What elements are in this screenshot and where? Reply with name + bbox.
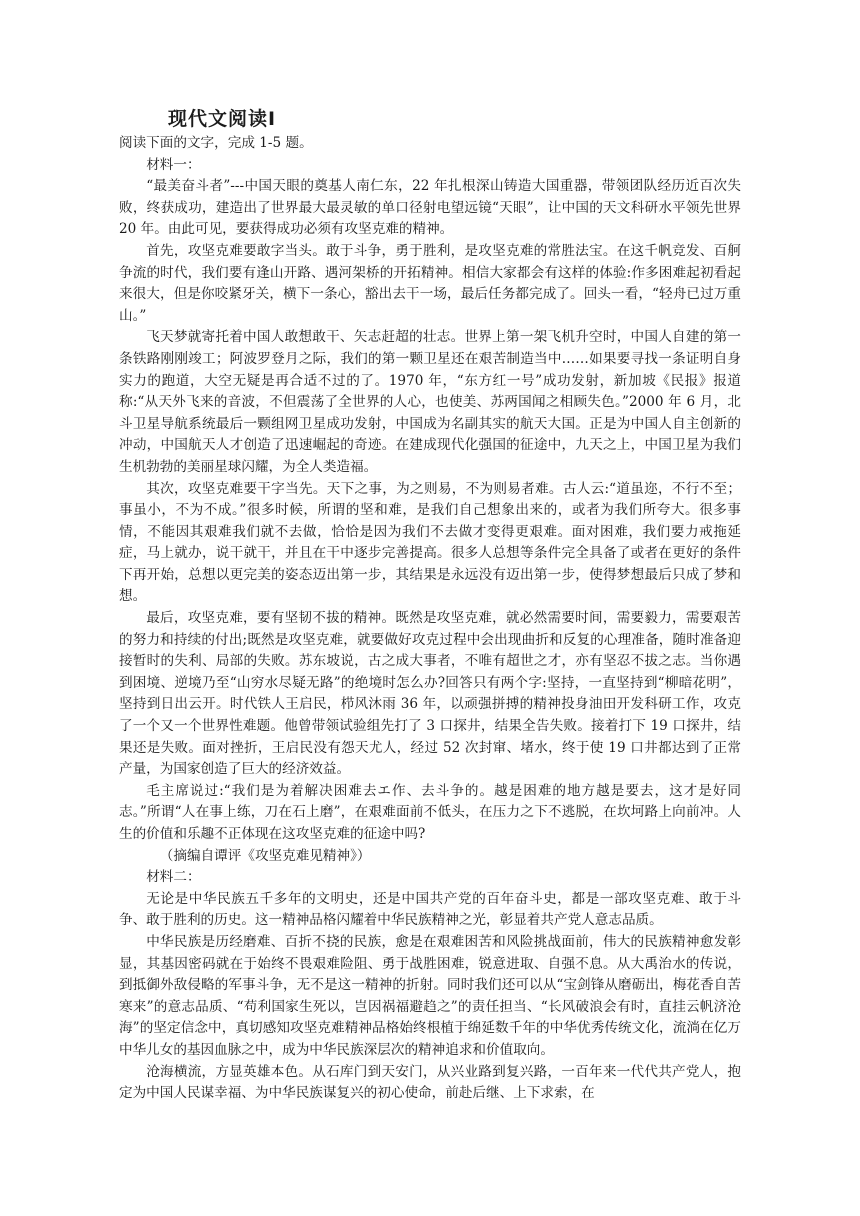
material-1-source: （摘编自谭评《攻坚克难见精神》） — [159, 847, 371, 864]
page-title: 现代文阅读Ⅰ — [168, 108, 277, 130]
material-1-paragraph-4: 其次，攻坚克难要干字当先。天下之事，为之则易，不为则易者难。古人云:“道虽迩，不行不至；事虽小，不为不成。”很多时候，所谓的坚和难，是我们自己想象出来的，或者为我们所夸大。很多事情，不能因其艰难我们就不去做，恰恰是因为我们不去做才变得更艰难。面对困难，我们要力戒拖延症，马上就办，说干就干，并且在干中逐步完善提高。很多人总想等条件完全具备了或者在更好的条件下再开始，总想以更完美的姿态迈出第一步，其结果是永远没有迈出第一步，使得梦想最后只成了梦和想。 — [119, 480, 741, 605]
material-1-label: 材料一： — [146, 156, 201, 173]
material-1-paragraph-3: 飞天梦就寄托着中国人敢想敢干、矢志赶超的壮志。世界上第一架飞机升空时，中国人自建的第一条铁路刚刚竣工；阿波罗登月之际，我们的第一颗卫星还在艰苦制造当中……如果要寻找一条证明自身实力的跑道，大空无疑是再合适不过的了。1970 年，“东方红一号”成功发射，新加坡《民报》报道称:“从天外飞来的音波，不但震荡了全世界的人心，也使美、苏两国闻之相顾失色。”2000 年 6 月，北斗卫星导航系统最后一颗组网卫星成功发射，中国成为名副其实的航天大国。正是为中国人自主创新的冲动，中国航天人才创造了迅速崛起的奇迹。在建成现代化强国的征途中，九天之上，中国卫星为我们生机勃勃的美丽星球闪耀，为全人类造福。 — [119, 329, 741, 475]
article-body — [119, 133, 741, 1105]
material-1-paragraph-2: 首先，攻坚克难要敢字当头。敢于斗争，勇于胜利，是攻坚克难的常胜法宝。在这千帆竞发、百舸争流的时代，我们要有逢山开路、遇河架桥的开拓精神。相信大家都会有这样的体验:作多困难起初看起来很大，但是你咬紧牙关，横下一条心，豁出去干一场，最后任务都完成了。回头一看，“轻舟已过万重山。” — [119, 242, 741, 324]
instruction-text: 阅读下面的文字，完成 1-5 题。 — [119, 135, 313, 151]
material-2-label: 材料二： — [146, 869, 201, 886]
material-1-paragraph-1: “最美奋斗者”---中国天眼的奠基人南仁东，22 年扎根深山铸造大国重器，带领团队经历近百次失败，终获成功，建造出了世界最大最灵敏的单口径射电望远镜“天眼”，让中国的天文科研水平领先世界 20 年。由此可见，要获得成功必须有攻坚克难的精神。 — [119, 178, 741, 238]
material-2-paragraph-1: 无论是中华民族五千多年的文明史，还是中国共产党的百年奋斗史，都是一部攻坚克难、敢于斗争、敢于胜利的历史。这一精神品格闪耀着中华民族精神之光，彰显着共产党人意志品质。 — [119, 890, 741, 929]
material-1-paragraph-5: 最后，攻坚克难，要有坚韧不拔的精神。既然是攻坚克难，就必然需要时间，需要毅力，需要艰苦的努力和持续的付出;既然是攻坚克难，就要做好攻克过程中会出现曲折和反复的心理准备，随时准备迎接暂时的失利、局部的失败。苏东坡说，古之成大事者，不唯有超世之才，亦有坚忍不拔之志。当你遇到困境、逆境乃至“山穷水尽疑无路”的绝境时怎么办?回答只有两个字:坚持，一直坚持到“柳暗花明”，坚持到日出云开。时代铁人王启民，栉风沐雨 36 年，以顽强拼搏的精神投身油田开发科研工作，攻克了一个又一个世界性难题。他曾带领试验组先打了 3 口探井，结果全告失败。接着打下 19 口探井，结果还是失败。面对挫折，王启民没有怨天尤人，经过 52 次封窜、堵水，终于使 19 口井都达到了正常产量，为国家创造了巨大的经济效益。 — [119, 610, 741, 778]
material-2-paragraph-3: 沧海横流，方显英雄本色。从石库门到天安门，从兴业路到复兴路，一百年来一代代共产党人，抱定为中国人民谋幸福、为中华民族谋复兴的初心使命，前赴后继、上下求索，在 — [119, 1063, 741, 1102]
material-2-paragraph-2: 中华民族是历经磨难、百折不挠的民族，愈是在艰难困苦和风险挑战面前，伟大的民族精神愈发彰显，其基因密码就在于始终不畏艰难险阻、勇于战胜困难，锐意进取、自强不息。从大禹治水的传说，到抵御外敌侵略的军事斗争，无不是这一精神的折射。同时我们还可以从“宝剑锋从磨砺出，梅花香自苦寒来”的意志品质、“苟利国家生死以，岂因祸福避趋之”的责任担当、“长风破浪会有时，直挂云帆济沧海”的坚定信念中，真切感知攻坚克难精神品格始终根植于绵延数千年的中华优秀传统文化，流淌在亿万中华儿女的基因血脉之中，成为中华民族深层次的精神追求和价值取向。 — [119, 933, 741, 1058]
material-1-paragraph-6: 毛主席说过:“我们是为着解决困难去エ作、去斗争的。越是困难的地方越是要去，这才是好同志。”所谓“人在事上练，刀在石上磨”，在艰难面前不低头，在压力之下不逃脱，在坎坷路上向前冲。人生的价值和乐趣不正体现在这攻坚克难的征途中吗? — [119, 782, 741, 842]
